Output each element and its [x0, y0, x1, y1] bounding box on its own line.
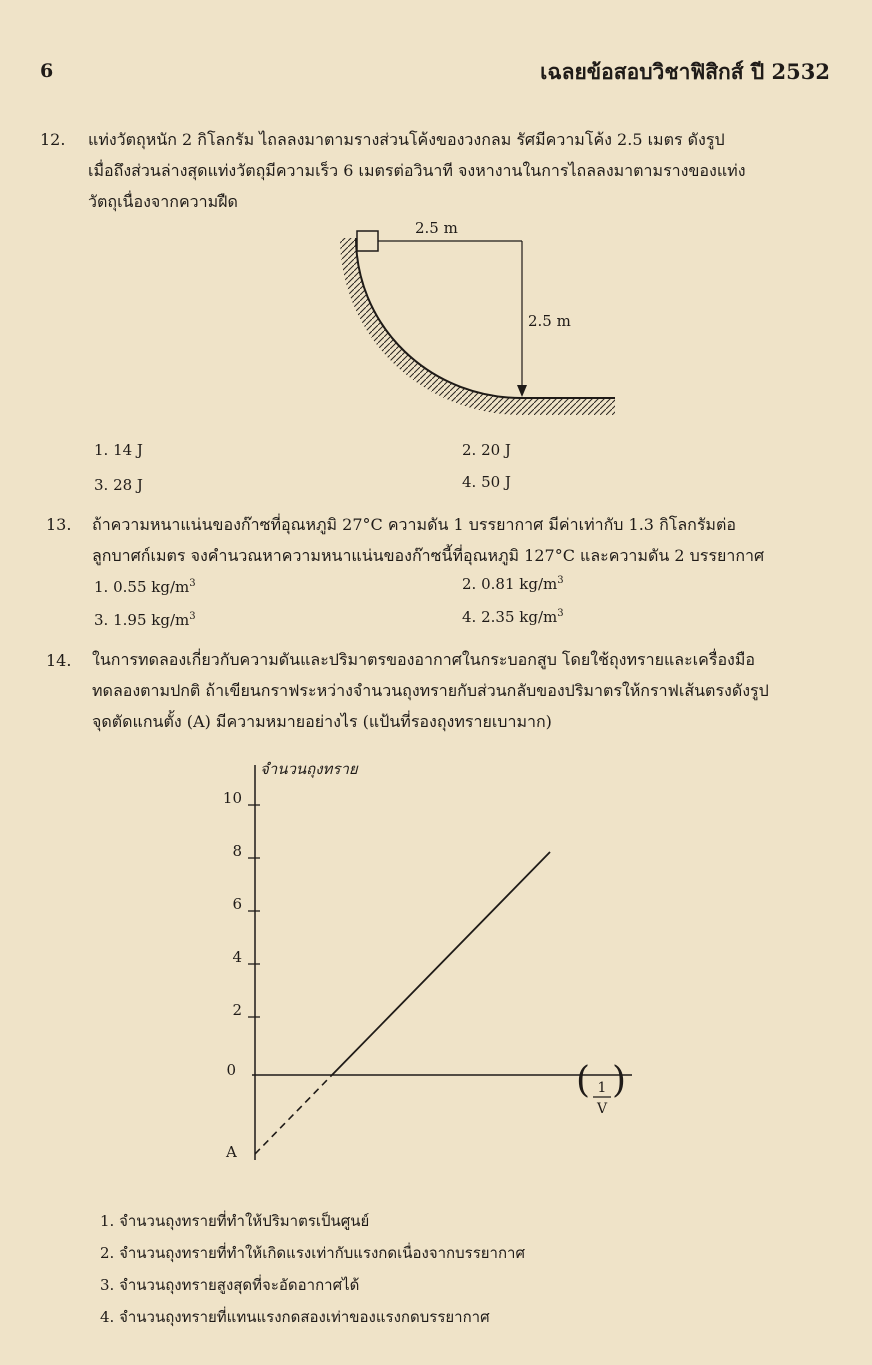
- x-label-paren-right: ): [612, 1060, 627, 1101]
- question-13-line-2: ลูกบาศก์เมตร จงคำนวณหาความหนาแน่นของก๊าซนี้ที่อุณหภูมิ 127°C และความดัน 2 บรรยากาศ: [92, 546, 765, 565]
- q12-option-1: 1. 14 J: [94, 441, 143, 459]
- intercept-label: A: [226, 1143, 237, 1161]
- question-13-line-1: ถ้าความหนาแน่นของก๊าซที่อุณหภูมิ 27°C ความดัน 1 บรรยากาศ มีค่าเท่ากับ 1.3 กิโลกรัมต่อ: [92, 515, 736, 534]
- sliding-block: [357, 231, 378, 251]
- graph-line-extrapolated: [255, 1075, 332, 1154]
- question-14-line-3: จุดตัดแกนตั้ง (A) มีความหมายอย่างไร (แป้นที่รองถุงทรายเบามาก): [92, 712, 552, 731]
- question-14-number: 14.: [46, 651, 72, 670]
- question-14-line-2: ทดลองตามปกติ ถ้าเขียนกราฟระหว่างจำนวนถุงทรายกับส่วนกลับของปริมาตรให้กราฟเส้นตรงดังรูป: [92, 681, 769, 700]
- q13-option-4: 4. 2.35 $kg/m^3$: [462, 608, 564, 626]
- question-14-line-1: ในการทดลองเกี่ยวกับความดันและปริมาตรของอากาศในกระบอกสูบ โดยใช้ถุงทรายและเครื่องมือ: [92, 650, 756, 669]
- y-tick-label: 10: [222, 789, 242, 807]
- y-tick-label: 0: [226, 1061, 236, 1079]
- book-title: เฉลยข้อสอบวิชาฟิสิกส์ ปี 2532: [540, 59, 830, 84]
- q13-option-1: 1. 0.55 $kg/m^3$: [94, 578, 196, 596]
- page-number: 6: [40, 60, 54, 82]
- horizontal-radius-label: 2.5 m: [415, 219, 458, 237]
- q14-option-2: 2. จำนวนถุงทรายที่ทำให้เกิดแรงเท่ากับแรงกดเนื่องจากบรรยากาศ: [100, 1244, 525, 1262]
- sandbag-graph: [200, 750, 650, 1170]
- q14-option-1: 1. จำนวนถุงทรายที่ทำให้ปริมาตรเป็นศูนย์: [100, 1212, 370, 1230]
- q12-option-2: 2. 20 J: [462, 441, 511, 459]
- question-12-line-2: เมื่อถึงส่วนล่างสุดแท่งวัตถุมีความเร็ว 6 เมตรต่อวินาที จงหางานในการไถลลงมาตามรางของแท่ง: [88, 161, 746, 180]
- q13-option-2: 2. 0.81 $kg/m^3$: [462, 575, 564, 593]
- y-tick-label: 2: [232, 1001, 242, 1019]
- x-label-paren-left: (: [576, 1060, 591, 1101]
- q14-option-4: 4. จำนวนถุงทรายที่แทนแรงกดสองเท่าของแรงกดบรรยากาศ: [100, 1308, 490, 1326]
- question-13-text: [92, 509, 837, 571]
- vertical-arrowhead: [517, 385, 527, 397]
- q13-option-3: 3. 1.95 $kg/m^3$: [94, 611, 196, 629]
- graph-line-solid: [332, 852, 550, 1075]
- vertical-radius-label: 2.5 m: [528, 312, 571, 330]
- question-12-number: 12.: [40, 130, 66, 149]
- y-tick-label: 8: [232, 842, 242, 860]
- q12-option-3: 3. 28 J: [94, 476, 143, 494]
- curved-track-figure: [330, 205, 630, 430]
- q14-option-3: 3. จำนวนถุงทรายสูงสุดที่จะอัดอากาศได้: [100, 1276, 360, 1294]
- question-12-line-3: วัตถุเนื่องจากความฝืด: [88, 192, 238, 211]
- question-14-text: [92, 644, 837, 737]
- x-label-denominator: V: [596, 1101, 608, 1117]
- question-12-text: [88, 124, 838, 217]
- ground-hatching: [340, 238, 615, 415]
- y-tick-label: 4: [232, 948, 242, 966]
- x-label-numerator: 1: [597, 1080, 607, 1096]
- track-arc: [356, 238, 615, 398]
- question-13-number: 13.: [46, 515, 72, 534]
- q12-option-4: 4. 50 J: [462, 473, 511, 491]
- y-axis-label: จำนวนถุงทราย: [260, 760, 358, 778]
- y-tick-label: 6: [232, 895, 242, 913]
- question-12-line-1: แท่งวัตถุหนัก 2 กิโลกรัม ไถลลงมาตามรางส่วนโค้งของวงกลม รัศมีความโค้ง 2.5 เมตร ดังรูป: [88, 130, 725, 149]
